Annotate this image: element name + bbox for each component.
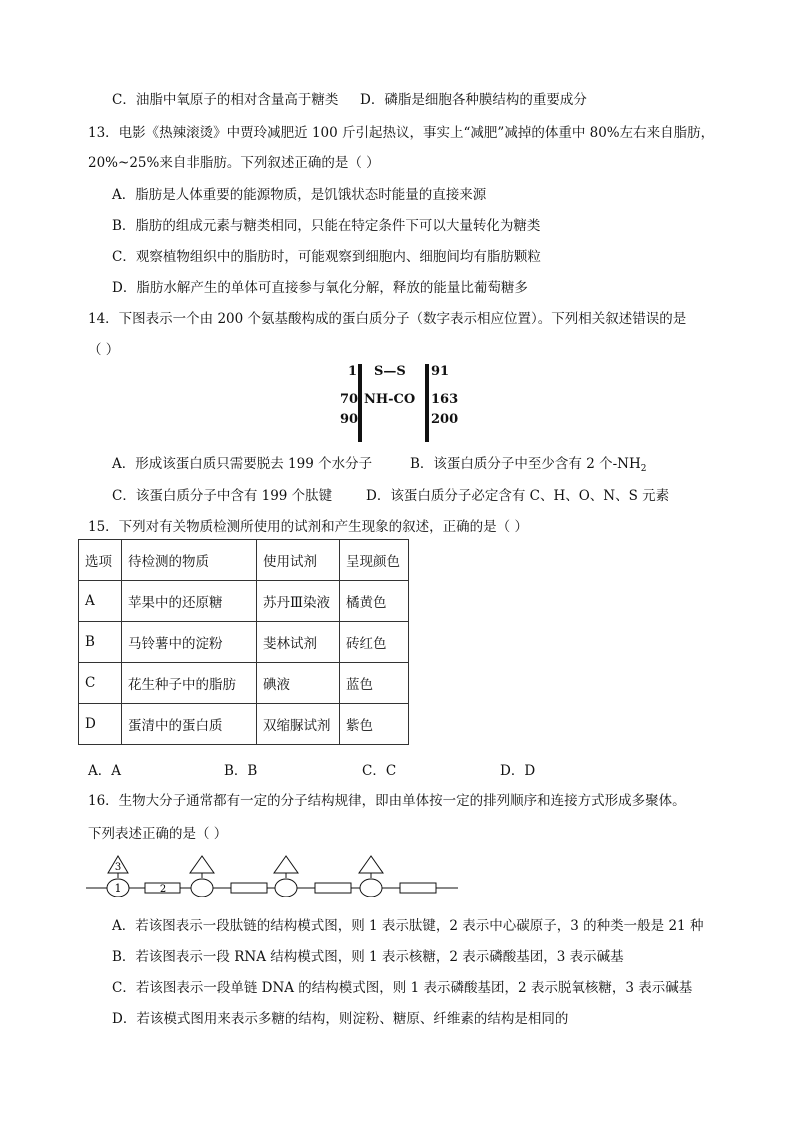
- table-row: [79, 663, 409, 704]
- table-row: [79, 704, 409, 745]
- base-triangle: [190, 856, 214, 873]
- q12-option-d: D．磷脂是细胞各种膜结构的重要成分: [360, 92, 587, 108]
- label-3: 3: [114, 862, 122, 873]
- polymer-chain-diagram: [86, 853, 461, 897]
- peptide-bond-label: NH-CO: [364, 392, 416, 407]
- monomer-circle: [275, 879, 297, 897]
- q15-stem: 15．下列对有关物质检测所使用的试剂和产生现象的叙述，正确的是（ ）: [88, 519, 528, 535]
- q16-stem-line1: 16．生物大分子通常都有一定的分子结构规律，即由单体按一定的排列顺序和连接方式形成多聚体。: [88, 793, 686, 809]
- q16-option-d: D．若该模式图用来表示多糖的结构，则淀粉、糖原、纤维素的结构是相同的: [112, 1011, 569, 1027]
- right-peptide-chain: [425, 364, 429, 442]
- q15-option-a: A．A: [88, 763, 121, 779]
- q13-option-a: A．脂肪是人体重要的能源物质，是饥饿状态时能量的直接来源: [112, 187, 487, 203]
- table-cell: 斐林试剂: [257, 622, 340, 663]
- table-cell: 蛋清中的蛋白质: [122, 704, 257, 745]
- q13-option-d: D．脂肪水解产生的单体可直接参与氧化分解，释放的能量比葡萄糖多: [112, 280, 528, 296]
- monomer-circle: [360, 879, 382, 897]
- reagent-table: [78, 539, 409, 745]
- base-triangle: [359, 856, 383, 873]
- table-row: [79, 622, 409, 663]
- table-cell: 蓝色: [340, 663, 409, 704]
- base-triangle: [274, 856, 298, 873]
- table-cell: B: [79, 622, 122, 663]
- q14-option-b-text: B．该蛋白质分子中至少含有 2 个-NH: [410, 456, 641, 472]
- q16-option-b: B．若该图表示一段 RNA 结构模式图，则 1 表示核糖，2 表示磷酸基团，3 表示碱基: [112, 949, 624, 965]
- position-90-label: 90: [340, 412, 359, 427]
- label-1: 1: [114, 882, 122, 895]
- position-163-label: 163: [431, 392, 459, 407]
- q12-option-c: C．油脂中氧原子的相对含量高于糖类: [112, 92, 339, 108]
- label-2: 2: [159, 884, 167, 895]
- q14-option-b-subscript: 2: [640, 464, 647, 474]
- table-cell: 苹果中的还原糖: [122, 581, 257, 622]
- position-70-label: 70: [340, 392, 359, 407]
- q14-stem-line2: （ ）: [88, 342, 120, 358]
- header-cell: 呈现颜色: [340, 540, 409, 581]
- q14-option-a: A．形成该蛋白质只需要脱去 199 个水分子: [112, 456, 373, 472]
- table-cell: D: [79, 704, 122, 745]
- table-cell: C: [79, 663, 122, 704]
- q16-stem-line2: 下列表述正确的是（ ）: [88, 826, 228, 842]
- left-peptide-chain: [358, 364, 362, 442]
- q14-option-c: C．该蛋白质分子中含有 199 个肽键: [112, 488, 333, 504]
- q13-option-c: C．观察植物组织中的脂肪时，可能观察到细胞内、细胞间均有脂肪颗粒: [112, 249, 541, 265]
- table-cell: 苏丹Ⅲ染液: [257, 581, 340, 622]
- q16-option-c: C．若该图表示一段单链 DNA 的结构模式图，则 1 表示磷酸基团，2 表示脱氧核糖，3 表示碱基: [112, 980, 693, 996]
- q15-option-d: D．D: [500, 763, 536, 779]
- table-cell: 橘黄色: [340, 581, 409, 622]
- linker-rectangle: [231, 883, 267, 893]
- protein-structure-diagram: [336, 362, 466, 442]
- table-cell: A: [79, 581, 122, 622]
- header-cell: 待检测的物质: [122, 540, 257, 581]
- table-row: [79, 581, 409, 622]
- table-cell: 双缩脲试剂: [257, 704, 340, 745]
- q15-option-b: B．B: [224, 763, 258, 779]
- table-cell: 砖红色: [340, 622, 409, 663]
- q13-stem-line1: 13．电影《热辣滚烫》中贾玲减肥近 100 斤引起热议，事实上“减肥”减掉的体重中 80%左右来自脂肪，: [88, 125, 715, 141]
- header-cell: 选项: [79, 540, 122, 581]
- position-200-label: 200: [431, 412, 459, 427]
- table-cell: 花生种子中的脂肪: [122, 663, 257, 704]
- table-cell: 马铃薯中的淀粉: [122, 622, 257, 663]
- q15-option-c: C．C: [362, 763, 397, 779]
- q14-option-b: [410, 452, 646, 474]
- q16-option-a: A．若该图表示一段肽链的结构模式图，则 1 表示肽键，2 表示中心碳原子，3 的种类一般是 21 种: [112, 918, 704, 934]
- position-1-label: 1: [348, 364, 358, 379]
- linker-rectangle: [315, 883, 351, 893]
- table-cell: 碘液: [257, 663, 340, 704]
- q14-stem-line1: 14．下图表示一个由 200 个氨基酸构成的蛋白质分子（数字表示相应位置）。下列相关叙述错误的是: [88, 311, 687, 327]
- q14-option-d: D．该蛋白质分子必定含有 C、H、O、N、S 元素: [366, 488, 670, 504]
- header-cell: 使用试剂: [257, 540, 340, 581]
- disulfide-bond-label: S—S: [374, 364, 406, 379]
- monomer-circle: [191, 879, 213, 897]
- q13-option-b: B．脂肪的组成元素与糖类相同，只能在特定条件下可以大量转化为糖类: [112, 218, 541, 234]
- table-cell: 紫色: [340, 704, 409, 745]
- position-91-label: 91: [431, 364, 450, 379]
- linker-rectangle: [400, 883, 436, 893]
- table-header-row: [79, 540, 409, 581]
- q13-stem-line2: 20%~25%来自非脂肪。下列叙述正确的是（ ）: [88, 155, 380, 171]
